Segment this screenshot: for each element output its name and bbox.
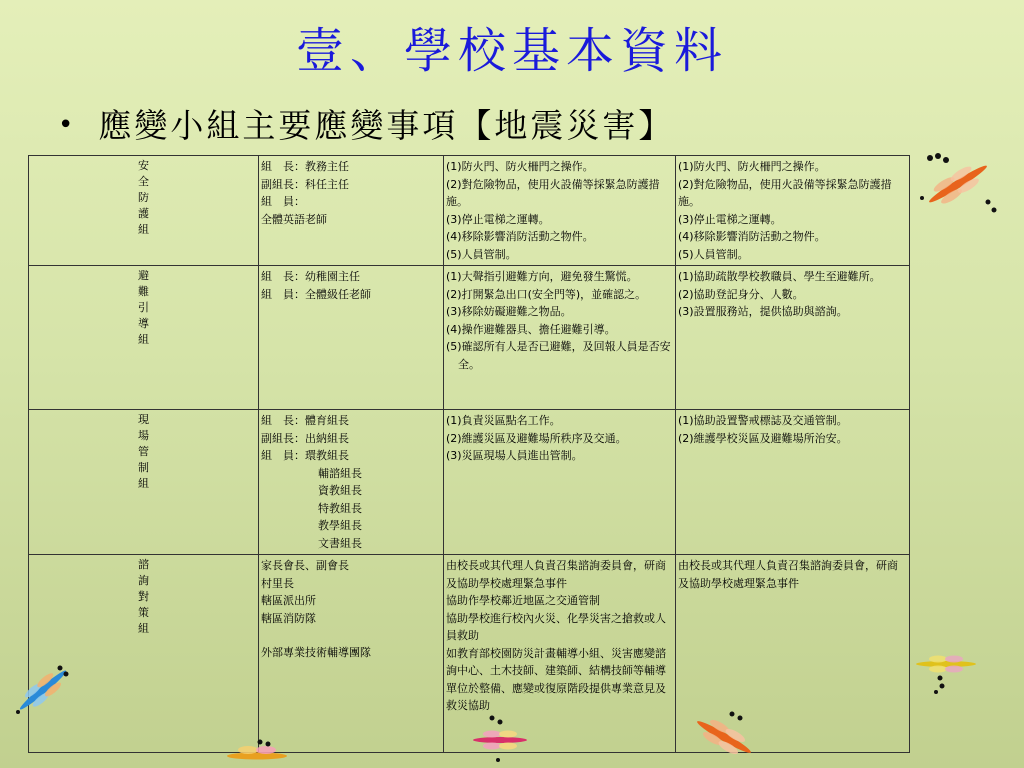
category-char: 組 <box>138 333 149 346</box>
table-row <box>29 156 910 266</box>
member-line: 組 長：體育組長 <box>261 414 349 427</box>
dragonfly-icon <box>222 738 292 768</box>
duty-line: (2)打開緊急出口(安全門等)，並確認之。 <box>446 287 647 301</box>
category-char: 策 <box>138 606 149 619</box>
dragonfly-icon <box>688 706 760 768</box>
duty-line: (4)移除影響消防活動之物件。 <box>678 230 826 243</box>
duty-line: (2)協助登記身分、人數。 <box>678 287 804 301</box>
category-char: 場 <box>138 429 149 442</box>
member-line: 組 長：幼稚園主任 <box>261 270 360 283</box>
duties-cell-b <box>676 410 910 555</box>
duties-cell-a <box>444 266 676 410</box>
duty-line: (5)確認所有人是否已避難，及回報人員是否安全。 <box>446 340 671 371</box>
member-line: 轄區派出所 <box>261 594 316 607</box>
duty-line: 由校長或其代理人負責召集諮詢委員會，研商及協助學校處理緊急事件 <box>678 559 898 590</box>
member-line: 輔諮組長 <box>318 466 362 480</box>
duty-line: (5)人員管制。 <box>446 247 517 261</box>
category-char: 對 <box>138 590 149 603</box>
category-char: 組 <box>138 477 149 490</box>
page-title: 壹、學校基本資料 <box>295 23 728 79</box>
members-cell <box>259 156 444 266</box>
duty-line: (3)設置服務站，提供協助與諮詢。 <box>678 305 848 318</box>
duty-line: (1)防火門、防火柵門之操作。 <box>678 160 826 173</box>
member-line: 組 員：全體級任老師 <box>261 287 371 301</box>
category-char: 安 <box>138 159 149 172</box>
duty-line: (1)大聲指引避難方向，避免發生驚慌。 <box>446 270 638 283</box>
duty-line: (5)人員管制。 <box>678 247 749 261</box>
members-cell <box>259 266 444 410</box>
duty-line: (3)災區現場人員進出管制。 <box>446 449 583 462</box>
duty-line: 如教育部校園防災計畫輔導小組、災害應變諮詢中心、土木技師、建築師、結構技師等輔導單位於整備、應變或復原階段提供專業意見及救災協助 <box>446 646 666 712</box>
dragonfly-icon <box>912 648 980 698</box>
duty-line: (3)停止電梯之運轉。 <box>446 212 550 226</box>
dragonfly-icon <box>8 660 78 720</box>
duty-line: (2)維護學校災區及避難場所治安。 <box>678 431 848 445</box>
category-char: 全 <box>138 175 149 188</box>
member-line: 外部專業技術輔導團隊 <box>261 646 371 659</box>
duty-line: (1)協助設置警戒標誌及交通管制。 <box>678 414 848 427</box>
member-line: 副組長：科任主任 <box>261 177 349 191</box>
category-char: 避 <box>138 269 149 282</box>
member-line: 轄區消防隊 <box>261 611 316 625</box>
member-line: 家長會長、副會長 <box>261 559 349 572</box>
category-char: 管 <box>138 445 149 458</box>
category-cell <box>29 266 259 410</box>
member-line: 特教組長 <box>318 501 362 515</box>
duty-line: (1)防火門、防火柵門之操作。 <box>446 160 594 173</box>
category-char: 組 <box>138 622 149 635</box>
members-cell <box>259 555 444 753</box>
response-team-table <box>28 155 910 753</box>
duty-line: (2)對危險物品，使用火設備等採緊急防護措施。 <box>678 177 892 208</box>
table-row <box>29 555 910 753</box>
bullet-icon: • <box>58 110 77 140</box>
category-char: 難 <box>138 285 149 298</box>
category-char: 防 <box>138 191 149 204</box>
member-line: 組 長：教務主任 <box>261 160 349 173</box>
duty-line: (3)移除妨礙避難之物品。 <box>446 305 572 318</box>
members-cell <box>259 410 444 555</box>
duties-cell-b <box>676 156 910 266</box>
member-line: 資教組長 <box>318 484 362 497</box>
duty-line: (3)停止電梯之運轉。 <box>678 212 782 226</box>
duty-line: (1)負責災區點名工作。 <box>446 414 561 427</box>
dragonfly-icon <box>908 150 1008 218</box>
member-line: 全體英語老師 <box>261 212 327 226</box>
duty-line: (1)協助疏散學校教職員、學生至避難所。 <box>678 270 881 283</box>
duty-line: 協助學校進行校內火災、化學災害之搶救或人員救助 <box>446 611 666 642</box>
member-line: 副組長：出納組長 <box>261 431 349 445</box>
category-cell <box>29 555 259 753</box>
duty-line: (2)維護災區及避難場所秩序及交通。 <box>446 431 627 445</box>
category-cell <box>29 156 259 266</box>
category-char: 組 <box>138 223 149 236</box>
category-char: 導 <box>138 317 149 330</box>
section-heading <box>58 100 674 147</box>
table-row <box>29 266 910 410</box>
duty-line: 協助作學校鄰近地區之交通管制 <box>446 594 600 607</box>
member-line: 組 員：環教組長 <box>261 449 349 462</box>
duties-cell-a <box>444 410 676 555</box>
category-char: 引 <box>138 301 149 314</box>
category-char: 詢 <box>138 574 149 587</box>
duty-line: (4)操作避難器具、擔任避難引導。 <box>446 322 616 336</box>
dragonfly-icon <box>470 712 530 768</box>
spacer <box>261 627 441 644</box>
category-cell <box>29 410 259 555</box>
duty-line: (4)移除影響消防活動之物件。 <box>446 230 594 243</box>
duties-cell-a <box>444 156 676 266</box>
member-line: 教學組長 <box>318 519 362 532</box>
category-char: 護 <box>138 207 149 220</box>
duty-line: (2)對危險物品，使用火設備等採緊急防護措施。 <box>446 177 660 208</box>
duties-cell-b <box>676 266 910 410</box>
category-char: 諮 <box>138 558 149 571</box>
member-line: 組 員： <box>261 195 305 208</box>
section-heading-text: 應變小組主要應變事項【地震災害】 <box>98 106 675 145</box>
member-line: 村里長 <box>261 576 294 590</box>
duty-line: 由校長或其代理人負責召集諮詢委員會，研商及協助學校處理緊急事件 <box>446 559 666 590</box>
category-char: 現 <box>138 413 149 426</box>
category-char: 制 <box>138 461 149 474</box>
table-row <box>29 410 910 555</box>
member-line: 文書組長 <box>318 536 362 550</box>
